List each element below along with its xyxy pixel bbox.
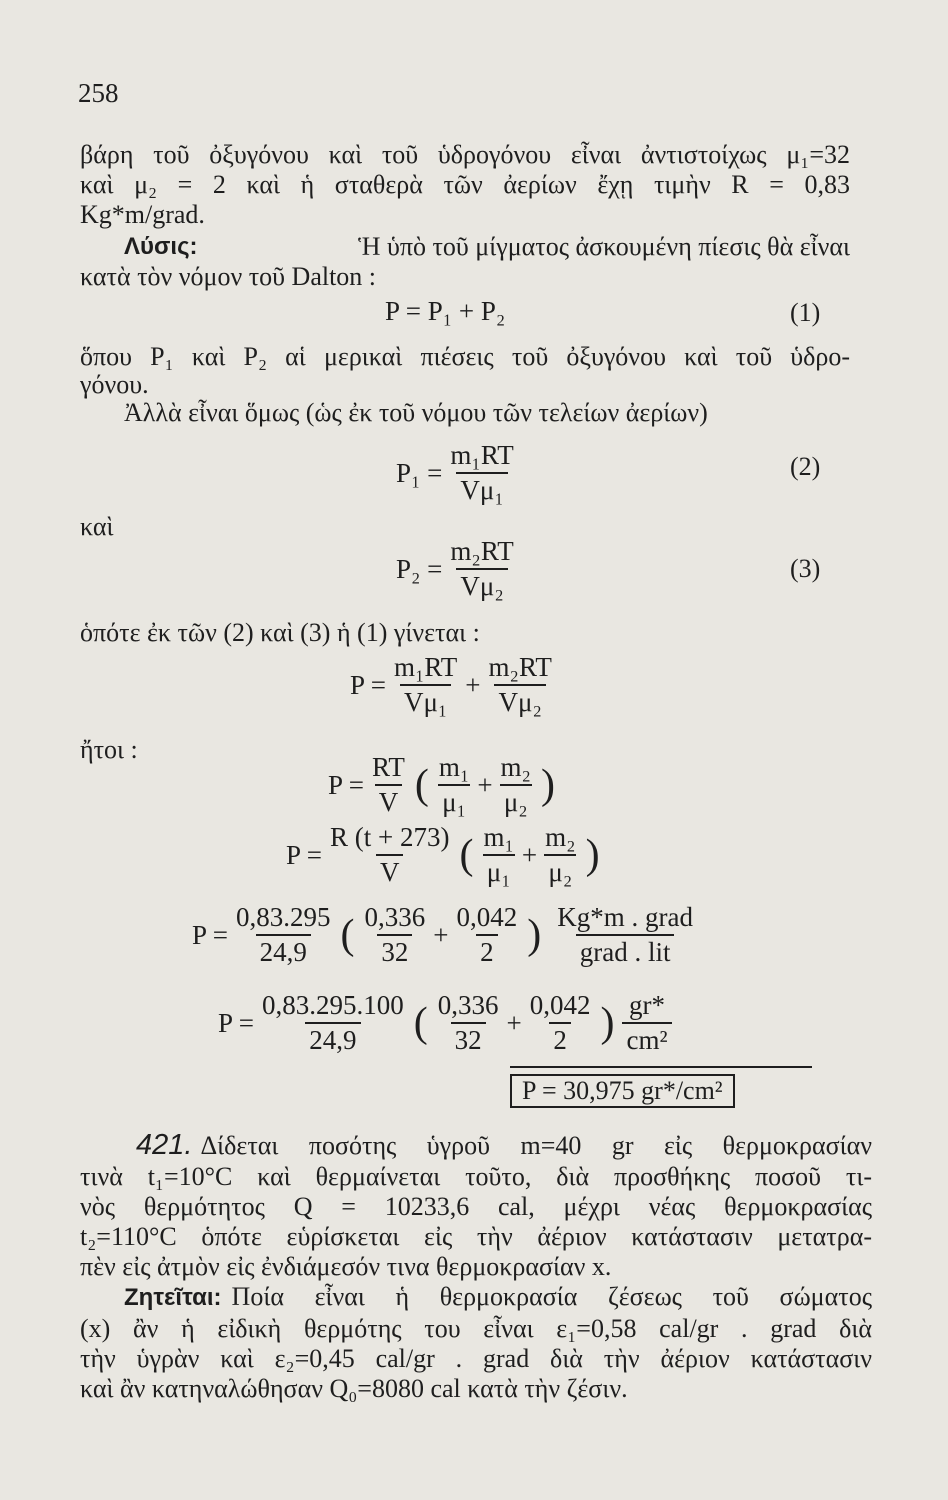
eq6-open-paren: ( bbox=[459, 832, 474, 878]
eq7-numerator: 0,83.295 bbox=[236, 902, 331, 932]
eq7-open-paren: ( bbox=[340, 912, 355, 958]
eq7-lhs: P = bbox=[192, 919, 228, 950]
eq8-unit-fraction bbox=[622, 990, 671, 1056]
eq5-mu2: μ₂ bbox=[500, 784, 532, 818]
problem-line-1 bbox=[136, 1130, 872, 1161]
solution-label: Λύσις: bbox=[124, 233, 198, 260]
eq6-plus: + bbox=[521, 839, 538, 870]
eq5-m1: m₁ bbox=[438, 752, 470, 782]
where-line-2: γόνου. bbox=[80, 370, 149, 399]
equation-6 bbox=[286, 822, 602, 888]
eq4-denominator-1: Vμ₁ bbox=[400, 684, 451, 718]
question-label: Ζητεῖται: bbox=[124, 1284, 222, 1311]
where-line-1: ὅπου P₁ καὶ P₂ αἱ μερικαὶ πιέσεις τοῦ ὀξυγόνου καὶ τοῦ ὑδρο- bbox=[80, 342, 850, 371]
eq4-numerator-2: m₂RT bbox=[488, 652, 552, 682]
eq8-close-paren: ) bbox=[600, 1000, 615, 1046]
problem-line-3: νὸς θερμότητος Q = 10233,6 cal, μέχρι νέας θερμοκρασίας bbox=[80, 1192, 872, 1221]
eq5-lhs: P = bbox=[328, 769, 364, 800]
eq8-d2: 2 bbox=[549, 1022, 571, 1056]
equation-7 bbox=[192, 902, 701, 968]
result-box: P = 30,975 gr*/cm² bbox=[510, 1074, 735, 1108]
eq6-m2: m₂ bbox=[545, 822, 576, 852]
eq4-denominator-2: Vμ₂ bbox=[494, 684, 545, 718]
eq8-numerator: 0,83.295.100 bbox=[262, 990, 404, 1020]
eq8-fraction-a bbox=[434, 990, 503, 1056]
eq5-close-paren: ) bbox=[540, 762, 555, 808]
intro-line-2: καὶ μ₂ = 2 καὶ ἡ σταθερὰ τῶν ἀερίων ἔχῃ τιμὴν R = 0,83 bbox=[80, 170, 850, 199]
and-word: καὶ bbox=[80, 512, 114, 541]
equation-8 bbox=[218, 990, 676, 1056]
eq5-fraction bbox=[368, 752, 409, 818]
eq4-numerator-1: m₁RT bbox=[394, 652, 458, 682]
eq2-numerator: m₁RT bbox=[450, 440, 514, 470]
equation-4 bbox=[350, 652, 560, 718]
eq5-fraction-m1 bbox=[435, 752, 473, 818]
eq7-fraction-b bbox=[452, 902, 521, 968]
eq5-numerator: RT bbox=[372, 752, 405, 782]
eq4-fraction-1 bbox=[390, 652, 461, 718]
problem-line-4: t₂=110°C ὁπότε εὑρίσκεται εἰς τὴν ἀέριον κατάστασιν μετατρα- bbox=[80, 1222, 872, 1251]
eq7-d1: 32 bbox=[377, 934, 412, 968]
eq8-n1: 0,336 bbox=[437, 990, 499, 1020]
eq4-plus: + bbox=[465, 669, 481, 700]
ie-word: ἤτοι : bbox=[80, 735, 138, 764]
eq8-n2: 0,042 bbox=[529, 990, 591, 1020]
eq5-fraction-m2 bbox=[497, 752, 535, 818]
eq6-fraction-m2 bbox=[541, 822, 579, 888]
eq3-fraction bbox=[446, 536, 517, 602]
question-line-1 bbox=[124, 1282, 872, 1313]
eq2-fraction bbox=[446, 440, 517, 506]
eq7-unit-denominator: grad . lit bbox=[576, 934, 675, 968]
intro-line-3: Kg*m/grad. bbox=[80, 200, 205, 229]
equation-3 bbox=[396, 536, 522, 602]
eq5-open-paren: ( bbox=[414, 762, 429, 808]
question-line-3: τὴν ὑγρὰν καὶ ε₂=0,45 cal/gr . grad διὰ τὴν ἀέριον κατάστασιν bbox=[80, 1344, 872, 1373]
eq8-lhs: P = bbox=[218, 1007, 254, 1038]
eq5-plus: + bbox=[477, 769, 493, 800]
eq6-numerator: R (t + 273) bbox=[330, 822, 450, 852]
eq4-lhs: P = bbox=[350, 669, 386, 700]
eq8-plus: + bbox=[506, 1007, 522, 1038]
eq2-lhs: P₁ = bbox=[396, 457, 443, 488]
eq6-denominator: V bbox=[376, 854, 404, 888]
solution-text-1: Ἡ ὑπὸ τοῦ μίγματος ἀσκουμένη πίεσις θὰ εἶναι bbox=[358, 232, 850, 261]
eq7-denominator: 24,9 bbox=[256, 934, 311, 968]
problem-line-2: τινὰ t₁=10°C καὶ θερμαίνεται τοῦτο, διὰ προσθήκης ποσοῦ τι- bbox=[80, 1162, 872, 1191]
eq7-fraction bbox=[232, 902, 335, 968]
eq3-denominator: Vμ₂ bbox=[456, 568, 507, 602]
equation-5 bbox=[328, 752, 557, 818]
solution-line-1 bbox=[124, 232, 850, 262]
eq5-mu1: μ₁ bbox=[438, 784, 470, 818]
eq6-fraction bbox=[326, 822, 453, 888]
eq7-close-paren: ) bbox=[527, 912, 542, 958]
problem-text-1: Δίδεται ποσότης ὑγροῦ m=40 gr εἰς θερμοκρασίαν bbox=[200, 1131, 872, 1160]
eq7-unit-numerator: Kg*m . grad bbox=[557, 902, 693, 932]
eq6-lhs: P = bbox=[286, 839, 322, 870]
eq7-d2: 2 bbox=[476, 934, 498, 968]
eq7-fraction-a bbox=[361, 902, 430, 968]
eq3-numerator: m₂RT bbox=[450, 536, 514, 566]
eq5-denominator: V bbox=[375, 784, 403, 818]
whence-line: ὁπότε ἐκ τῶν (2) καὶ (3) ἡ (1) γίνεται : bbox=[80, 618, 480, 647]
problem-number: 421. bbox=[136, 1129, 193, 1161]
result-overline bbox=[510, 1066, 812, 1068]
equation-2 bbox=[396, 440, 522, 506]
question-text-1: Ποία εἶναι ἡ θερμοκρασία ζέσεως τοῦ σώματος bbox=[231, 1282, 872, 1311]
equation-1: P = P₁ + P₂ bbox=[385, 296, 506, 326]
eq8-unit-numerator: gr* bbox=[629, 990, 666, 1020]
equation-2-number: (2) bbox=[790, 452, 821, 481]
eq6-mu2: μ₂ bbox=[544, 854, 576, 888]
eq7-n1: 0,336 bbox=[364, 902, 426, 932]
eq6-m1: m₁ bbox=[483, 822, 514, 852]
eq8-fraction-b bbox=[526, 990, 595, 1056]
eq8-fraction bbox=[258, 990, 408, 1056]
eq8-open-paren: ( bbox=[413, 1000, 428, 1046]
eq7-unit-fraction bbox=[553, 902, 697, 968]
question-line-2: (x) ἂν ἡ εἰδικὴ θερμότης του εἶναι ε₁=0,58 cal/gr . grad διὰ bbox=[80, 1314, 872, 1343]
eq5-m2: m₂ bbox=[500, 752, 531, 782]
eq6-mu1: μ₁ bbox=[483, 854, 515, 888]
solution-line-2: κατὰ τὸν νόμον τοῦ Dalton : bbox=[80, 262, 377, 291]
intro-line-1: βάρη τοῦ ὀξυγόνου καὶ τοῦ ὑδρογόνου εἶναι ἀντιστοίχως μ₁=32 bbox=[80, 140, 850, 169]
eq7-plus: + bbox=[433, 919, 449, 950]
eq7-n2: 0,042 bbox=[456, 902, 518, 932]
eq6-fraction-m1 bbox=[479, 822, 517, 888]
where-line-3: Ἀλλὰ εἶναι ὅμως (ὡς ἐκ τοῦ νόμου τῶν τελείων ἀερίων) bbox=[124, 398, 708, 427]
eq3-lhs: P₂ = bbox=[396, 553, 443, 584]
eq8-denominator: 24,9 bbox=[305, 1022, 360, 1056]
eq6-close-paren: ) bbox=[585, 832, 600, 878]
eq8-d1: 32 bbox=[451, 1022, 486, 1056]
problem-line-5: πὲν εἰς ἀτμὸν εἰς ἐνδιάμεσόν τινα θερμοκρασίαν x. bbox=[80, 1252, 612, 1281]
equation-1-number: (1) bbox=[790, 298, 821, 327]
eq8-unit-denominator: cm² bbox=[622, 1022, 671, 1056]
question-line-4: καὶ ἂν κατηναλώθησαν Q₀=8080 cal κατὰ τὴν ζέσιν. bbox=[80, 1374, 628, 1403]
eq2-denominator: Vμ₁ bbox=[456, 472, 507, 506]
page-number: 258 bbox=[78, 78, 119, 108]
equation-3-number: (3) bbox=[790, 554, 821, 583]
eq4-fraction-2 bbox=[485, 652, 556, 718]
